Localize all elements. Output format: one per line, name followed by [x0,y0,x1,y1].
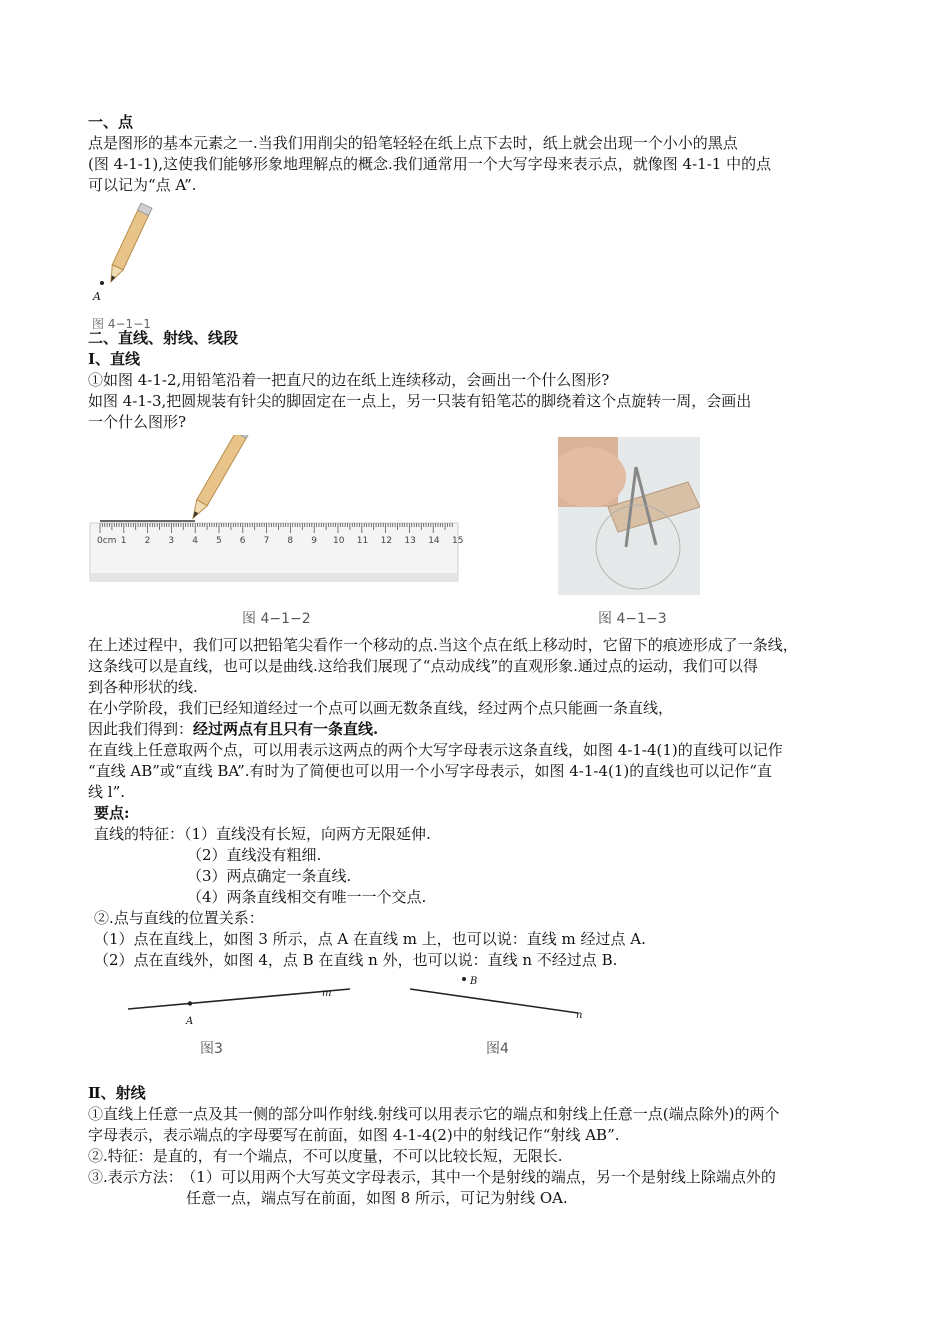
compass-photo-illustration [558,437,700,595]
ruler-tick-label: 4 [192,536,198,546]
position-item: （2）点在直线外，如图 4，点 B 在直线 n 外，也可以说：直线 n 不经过点 B. [94,951,618,969]
conclusion-prefix: 因此我们得到： [88,720,194,738]
ruler-tick-label: 8 [287,536,294,546]
ruler-tick-label: 6 [239,536,246,546]
paragraph-line: 到各种形状的线. [88,678,198,696]
ruler-pencil-illustration [88,435,463,595]
paragraph-line: 点是图形的基本元素之一.当我们用削尖的铅笔轻轻在纸上点下去时，纸上就会出现一个小小的黑点 [88,134,738,152]
ruler-unit-label: 0cm [97,536,117,546]
paragraph-line: 在上述过程中，我们可以把铅笔尖看作一个移动的点.当这个点在纸上移动时，它留下的痕迹形成了一条线， [88,636,798,654]
feature-label: 直线的特征： [94,825,185,843]
section-heading-point: 一、点 [88,113,134,131]
fig3-point-label: A [186,1016,194,1027]
document-page [88,112,878,1209]
point-a-label: A [93,290,101,303]
paragraph-line: 如图 4-1-3,把圆规装有针尖的脚固定在一点上，另一只装有铅笔芯的脚绕着这个点旋转一周，会画出 [88,392,752,410]
subheading-ray: Ⅱ、射线 [88,1084,146,1102]
feature-item: （4）两条直线相交有唯一一个交点. [187,888,427,906]
subheading-line: Ⅰ、直线 [88,350,141,368]
key-points-heading: 要点: [94,804,130,822]
ruler-tick-label: 11 [356,536,369,546]
conclusion-bold: 经过两点有且只有一条直线. [193,720,379,738]
ruler-tick-label: 2 [144,536,151,546]
feature-item: （2）直线没有粗细. [187,846,322,864]
paragraph-line: 字母表示，表示端点的字母要写在前面，如图 4-1-4(2)中的射线记作“射线 AB”. [88,1126,620,1144]
figures-point-line [88,971,878,1079]
figure-caption: 图 4−1−1 [92,317,151,331]
paragraph-line: 可以记为“点 A”. [88,176,197,194]
ruler-tick-label: 7 [263,536,270,546]
figure-caption: 图 4−1−2 [242,611,311,627]
fig4-line-label: n [576,1010,583,1021]
method-label: ③.表示方法： [88,1168,183,1186]
feature-item: （3）两点确定一条直线. [187,867,352,885]
ruler-tick-label: 14 [428,536,440,546]
figure-4-1-1 [88,196,878,331]
ruler-tick-label: 13 [404,536,416,546]
paragraph-line: 这条线可以是直线，也可以是曲线.这给我们展现了“点动成线”的直观形象.通过点的运动，我们可以得 [88,657,758,675]
paragraph-line: 任意一点，端点写在前面，如图 8 所示，可记为射线 OA. [186,1189,568,1207]
figure-caption: 图 4−1−3 [598,611,667,627]
ruler-tick-label: 5 [216,536,222,546]
position-item: （1）点在直线上，如图 3 所示，点 A 在直线 m 上，也可以说：直线 m 经过点 A. [94,930,646,948]
paragraph-line: 一个什么图形? [88,413,187,431]
paragraph-line: ①如图 4-1-2,用铅笔沿着一把直尺的边在纸上连续移动，会画出一个什么图形? [88,371,610,389]
ruler-tick-label: 9 [311,536,317,546]
section-heading-lines: 二、直线、射线、线段 [88,329,239,347]
figure-caption: 图3 [200,1041,223,1057]
paragraph-line: ②.特征：是直的，有一个端点，不可以度量，不可以比较长短，无限长. [88,1147,563,1165]
paragraph-line: 在小学阶段，我们已经知道经过一个点可以画无数条直线，经过两个点只能画一条直线， [88,699,674,717]
ruler-labels [88,531,463,551]
fig3-line-label: m [322,988,332,999]
ruler-tick-label: 10 [333,536,345,546]
paragraph-line [88,719,878,740]
figures-ruler-compass [88,433,878,633]
feature-line [88,824,878,845]
paragraph-line: 线 l”. [88,783,126,801]
ruler-tick-label: 15 [452,536,464,546]
fig4-point-label: B [470,976,478,987]
figure-4-line-n [408,971,588,1021]
paragraph-line: “直线 AB”或“直线 BA”.有时为了简便也可以用一个小写字母表示，如图 4-1-4(1)的直线也可以记作“直 [88,762,772,780]
paragraph-line: 在直线上任意取两个点，可以用表示这两点的两个大写字母表示这条直线，如图 4-1-4(1)的直线可以记作 [88,741,783,759]
ruler-tick-label: 3 [168,536,175,546]
position-heading: ②.点与直线的位置关系： [94,909,264,927]
feature-item: （1）直线没有长短，向两方无限延伸. [184,825,431,843]
paragraph-line: (图 4-1-1),这使我们能够形象地理解点的概念.我们通常用一个大写字母来表示点，就像图 4-1-1 中的点 [88,155,772,173]
ruler-tick-label: 1 [120,536,127,546]
paragraph-line [88,1167,878,1188]
method-item: （1）可以用两个大写英文字母表示，其中一个是射线的端点，另一个是射线上除端点外的 [188,1168,776,1186]
paragraph-line: ①直线上任意一点及其一侧的部分叫作射线.射线可以用表示它的端点和射线上任意一点(端点除外)的两个 [88,1105,780,1123]
ruler-tick-label: 12 [380,536,393,546]
figure-caption: 图4 [486,1041,509,1057]
